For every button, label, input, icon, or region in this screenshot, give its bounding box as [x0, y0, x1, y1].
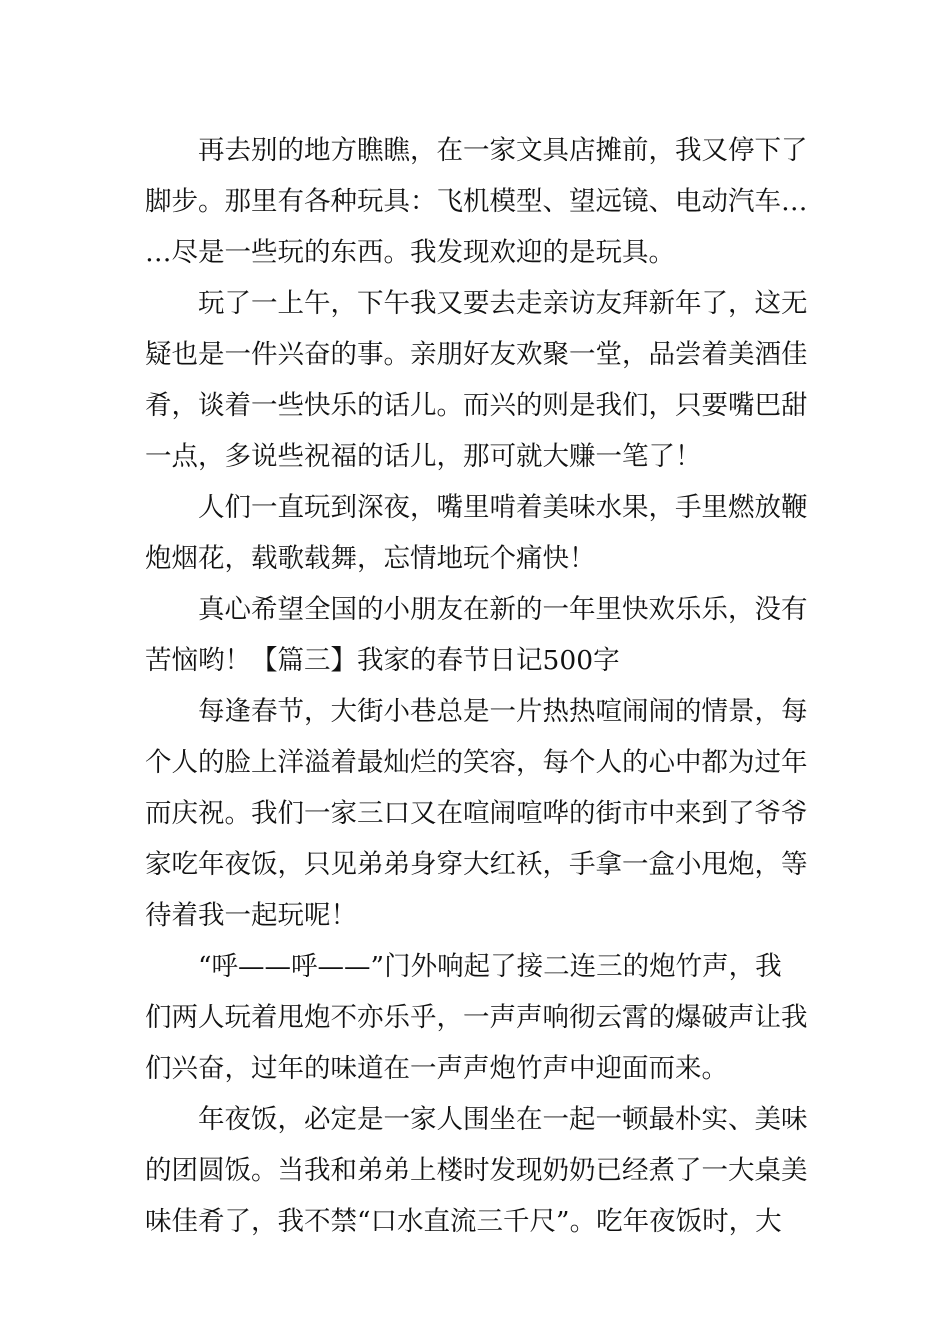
paragraph-line: 炮烟花，载歌载舞，忘情地玩个痛快！	[145, 543, 596, 574]
paragraph-line: 味佳肴了，我不禁“口水直流三千尺”。吃年夜饭时，大	[145, 1206, 782, 1237]
paragraph-line: 再去别的地方瞧瞧，在一家文具店摊前，我又停下了	[198, 135, 808, 166]
paragraph-line: 待着我一起玩呢！	[145, 900, 357, 931]
paragraph-line: 肴，谈着一些快乐的话儿。而兴的则是我们，只要嘴巴甜	[145, 390, 808, 421]
paragraph-line: 脚步。那里有各种玩具：飞机模型、望远镜、电动汽车…	[145, 186, 808, 217]
paragraph-line: 的团圆饭。当我和弟弟上楼时发现奶奶已经煮了一大桌美	[145, 1155, 808, 1186]
paragraph-line: 玩了一上午，下午我又要去走亲访友拜新年了，这无	[198, 288, 808, 319]
paragraph-line: 疑也是一件兴奋的事。亲朋好友欢聚一堂，品尝着美酒佳	[145, 339, 808, 370]
paragraph-line: 家吃年夜饭，只见弟弟身穿大红袄，手拿一盒小甩炮，等	[145, 849, 808, 880]
paragraph-line: 年夜饭，必定是一家人围坐在一起一顿最朴实、美味	[198, 1104, 808, 1135]
paragraph-line: 个人的脸上洋溢着最灿烂的笑容，每个人的心中都为过年	[145, 747, 808, 778]
paragraph-line: 们两人玩着甩炮不亦乐乎，一声声响彻云霄的爆破声让我	[145, 1002, 808, 1033]
paragraph-line: 们兴奋，过年的味道在一声声炮竹声中迎面而来。	[145, 1053, 728, 1084]
paragraph-line: 一点，多说些祝福的话儿，那可就大赚一笔了！	[145, 441, 702, 472]
paragraph-line: 真心希望全国的小朋友在新的一年里快欢乐乐，没有	[198, 594, 808, 625]
paragraph-line: 每逢春节，大街小巷总是一片热热喧闹闹的情景，每	[198, 696, 808, 727]
paragraph-line: 而庆祝。我们一家三口又在喧闹喧哗的街市中来到了爷爷	[145, 798, 808, 829]
paragraph-line: “呼——呼——”门外响起了接二连三的炮竹声，我	[198, 951, 782, 982]
paragraph-line: 苦恼哟！【篇三】我家的春节日记500字	[145, 645, 620, 676]
paragraph-line: …尽是一些玩的东西。我发现欢迎的是玩具。	[145, 237, 675, 268]
document-body	[145, 125, 810, 1247]
paragraph-line: 人们一直玩到深夜，嘴里啃着美味水果，手里燃放鞭	[198, 492, 808, 523]
